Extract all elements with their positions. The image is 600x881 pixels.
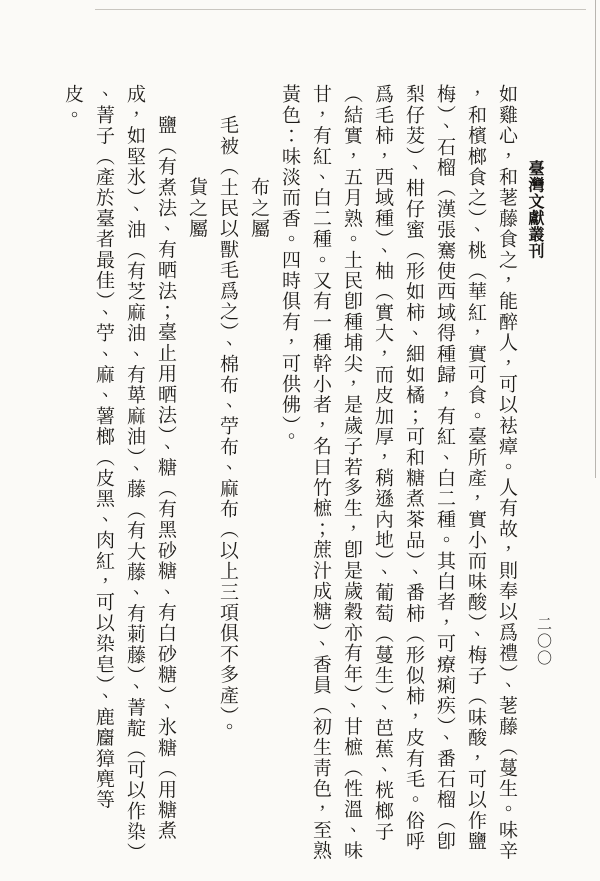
page-number: 二〇〇	[535, 616, 551, 667]
text-column: 毛被（土民以獸毛爲之）、棉布、苧布、麻布（以上三項俱不多產）。	[217, 115, 238, 738]
text-column: （結實，五月熟。土民卽種埔尖，是歲子若多生，卽是歲穀亦有年）、甘樜（性溫、味	[341, 84, 362, 862]
text-column: 鹽（有煮法、有晒法；臺止用晒法）、糖（有黑砂糖、有白砂糖）、氷糖（用糖煮	[155, 115, 176, 842]
series-running-head: 臺灣文獻叢刊	[526, 160, 543, 259]
scan-artifact-right-edge	[595, 0, 596, 478]
section-heading-goods: 貨之屬	[186, 177, 207, 240]
scan-artifact-top-edge	[95, 9, 586, 10]
text-column: 皮。	[62, 84, 83, 126]
text-column: 爲毛柿，西域種）、柚（實大，而皮加厚，稍遜內地）、葡萄（蔓生）、芭蕉、桄榔子	[372, 84, 393, 843]
text-column: 、菁子（產於臺者最佳）、苧、麻、薯榔（皮黑、肉紅，可以染皂）、鹿麕獐麂等	[93, 84, 114, 811]
text-column: 梅）、石榴（漢張騫使西域得種歸，有紅、白二種。其白者，可療痢疾）、番石榴（卽	[434, 84, 455, 852]
text-column: 成，如堅氷）、油（有芝麻油、有萆麻油）、藤（有大藤、有莿藤）、菁靛（可以作染）	[124, 84, 145, 863]
section-heading-cloth: 布之屬	[248, 177, 269, 240]
main-text-block	[57, 84, 522, 879]
text-column: 梨仔茇）、柑仔蜜（形如柿、細如橘；可和糖煮茶品）、番柿（形似柿，皮有毛。俗呼	[403, 84, 424, 852]
text-column: 如雞心，和荖藤食之，能醉人，可以袪瘴。人有故，則奉以爲禮）、荖藤（蔓生。味辛	[496, 84, 517, 862]
text-column: ，和檳榔食之）、桃（華紅，實可食。臺所產，實小而味酸）、梅子（味酸，可以作鹽	[465, 84, 486, 852]
text-column: 黃色：味淡而香。四時俱有，可供佛）。	[279, 84, 300, 448]
text-column: 甘，有紅、白二種。又有一種幹小者，名曰竹樜；蔗汁成糖）、香員（初生靑色，至熟	[310, 84, 331, 862]
